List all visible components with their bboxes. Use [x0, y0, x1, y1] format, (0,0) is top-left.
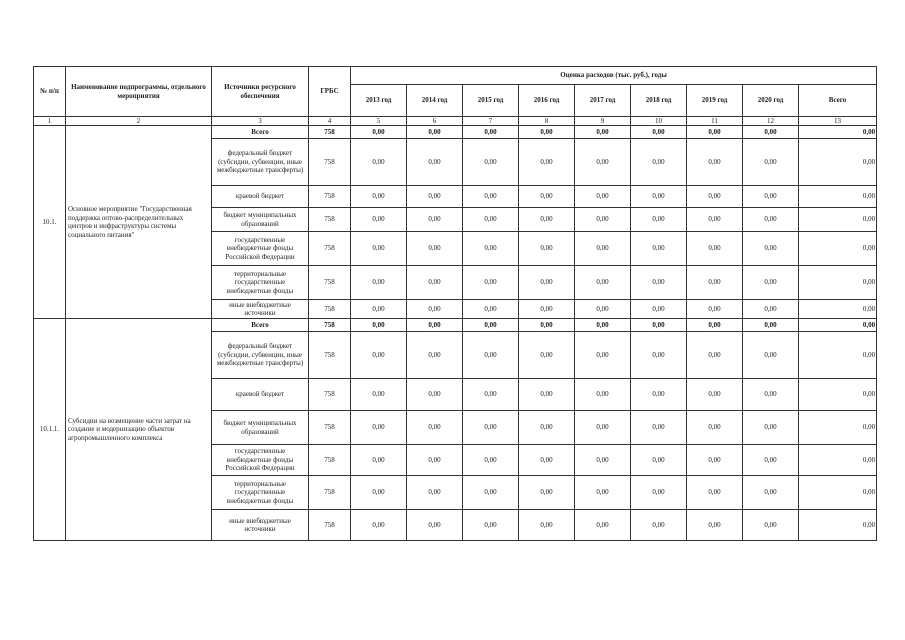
year-value: 0,00	[519, 476, 575, 510]
column-index: 13	[799, 117, 877, 126]
year-value: 0,00	[351, 411, 407, 445]
year-value: 0,00	[631, 232, 687, 266]
year-value: 0,00	[407, 319, 463, 332]
column-index: 7	[463, 117, 519, 126]
header-year: 2020 год	[743, 85, 799, 117]
year-value: 0,00	[351, 476, 407, 510]
year-value: 0,00	[687, 232, 743, 266]
funding-source: государственные внебюджетные фонды Российской Федерации	[212, 232, 309, 266]
total-value: 0,00	[799, 186, 877, 208]
year-value: 0,00	[463, 186, 519, 208]
year-value: 0,00	[687, 476, 743, 510]
year-value: 0,00	[631, 445, 687, 476]
table-row	[34, 126, 877, 139]
year-value: 0,00	[631, 379, 687, 411]
year-value: 0,00	[687, 300, 743, 319]
year-value: 0,00	[463, 266, 519, 300]
table-row	[34, 319, 877, 332]
year-value: 0,00	[407, 411, 463, 445]
year-value: 0,00	[575, 411, 631, 445]
grbs-code: 758	[309, 510, 351, 541]
column-index: 9	[575, 117, 631, 126]
expense-table-page	[33, 66, 876, 541]
column-index: 5	[351, 117, 407, 126]
column-index: 8	[519, 117, 575, 126]
year-value: 0,00	[407, 379, 463, 411]
total-value: 0,00	[799, 319, 877, 332]
total-value: 0,00	[799, 232, 877, 266]
year-value: 0,00	[351, 208, 407, 232]
funding-source: иные внебюджетные источники	[212, 300, 309, 319]
header-year: 2019 год	[687, 85, 743, 117]
year-value: 0,00	[351, 266, 407, 300]
year-value: 0,00	[463, 332, 519, 379]
year-value: 0,00	[631, 186, 687, 208]
column-index: 3	[212, 117, 309, 126]
funding-source: краевой бюджет	[212, 186, 309, 208]
year-value: 0,00	[631, 476, 687, 510]
year-value: 0,00	[743, 186, 799, 208]
year-value: 0,00	[575, 319, 631, 332]
funding-source: Всего	[212, 126, 309, 139]
funding-source: бюджет муниципальных образований	[212, 411, 309, 445]
header-year: 2017 год	[575, 85, 631, 117]
year-value: 0,00	[519, 266, 575, 300]
grbs-code: 758	[309, 266, 351, 300]
year-value: 0,00	[351, 319, 407, 332]
year-value: 0,00	[687, 208, 743, 232]
column-index: 11	[687, 117, 743, 126]
year-value: 0,00	[351, 139, 407, 186]
year-value: 0,00	[407, 266, 463, 300]
year-value: 0,00	[407, 232, 463, 266]
year-value: 0,00	[519, 232, 575, 266]
column-index: 4	[309, 117, 351, 126]
year-value: 0,00	[631, 510, 687, 541]
grbs-code: 758	[309, 319, 351, 332]
year-value: 0,00	[743, 476, 799, 510]
year-value: 0,00	[575, 266, 631, 300]
year-value: 0,00	[631, 126, 687, 139]
year-value: 0,00	[575, 445, 631, 476]
year-value: 0,00	[743, 319, 799, 332]
grbs-code: 758	[309, 186, 351, 208]
year-value: 0,00	[351, 232, 407, 266]
year-value: 0,00	[519, 332, 575, 379]
grbs-code: 758	[309, 379, 351, 411]
total-value: 0,00	[799, 266, 877, 300]
year-value: 0,00	[687, 126, 743, 139]
year-value: 0,00	[463, 445, 519, 476]
year-value: 0,00	[351, 332, 407, 379]
year-value: 0,00	[463, 379, 519, 411]
column-index: 1	[34, 117, 66, 126]
year-value: 0,00	[463, 510, 519, 541]
grbs-code: 758	[309, 139, 351, 186]
year-value: 0,00	[687, 139, 743, 186]
funding-source: государственные внебюджетные фонды Российской Федерации	[212, 445, 309, 476]
year-value: 0,00	[743, 379, 799, 411]
year-value: 0,00	[687, 445, 743, 476]
grbs-code: 758	[309, 300, 351, 319]
column-index: 6	[407, 117, 463, 126]
year-value: 0,00	[743, 411, 799, 445]
grbs-code: 758	[309, 476, 351, 510]
column-index: 10	[631, 117, 687, 126]
funding-source: территориальные государственные внебюджетные фонды	[212, 476, 309, 510]
year-value: 0,00	[575, 232, 631, 266]
section-number: 10.1.1.	[34, 319, 66, 541]
year-value: 0,00	[407, 186, 463, 208]
year-value: 0,00	[631, 411, 687, 445]
year-value: 0,00	[407, 510, 463, 541]
section-name: Субсидии на возмещение части затрат на создание и модернизацию объектов агропромышленного комплекса	[66, 319, 212, 541]
section-name: Основное мероприятие "Государственная поддержка оптово-распределительных центров и инфраструктуры системы социального питания"	[66, 126, 212, 319]
expense-table	[33, 66, 877, 541]
year-value: 0,00	[463, 139, 519, 186]
year-value: 0,00	[575, 186, 631, 208]
year-value: 0,00	[519, 139, 575, 186]
funding-source: иные внебюджетные источники	[212, 510, 309, 541]
year-value: 0,00	[519, 510, 575, 541]
year-value: 0,00	[687, 379, 743, 411]
total-value: 0,00	[799, 510, 877, 541]
header-year: 2015 год	[463, 85, 519, 117]
year-value: 0,00	[463, 232, 519, 266]
year-value: 0,00	[743, 139, 799, 186]
grbs-code: 758	[309, 232, 351, 266]
year-value: 0,00	[463, 411, 519, 445]
year-value: 0,00	[407, 476, 463, 510]
total-value: 0,00	[799, 445, 877, 476]
year-value: 0,00	[631, 266, 687, 300]
total-value: 0,00	[799, 411, 877, 445]
year-value: 0,00	[631, 139, 687, 186]
year-value: 0,00	[519, 300, 575, 319]
column-index: 2	[66, 117, 212, 126]
year-value: 0,00	[687, 186, 743, 208]
year-value: 0,00	[407, 208, 463, 232]
year-value: 0,00	[407, 300, 463, 319]
year-value: 0,00	[519, 186, 575, 208]
grbs-code: 758	[309, 208, 351, 232]
section-number: 10.1.	[34, 126, 66, 319]
year-value: 0,00	[463, 319, 519, 332]
grbs-code: 758	[309, 411, 351, 445]
year-value: 0,00	[407, 126, 463, 139]
year-value: 0,00	[631, 300, 687, 319]
total-value: 0,00	[799, 379, 877, 411]
funding-source: территориальные государственные внебюджетные фонды	[212, 266, 309, 300]
year-value: 0,00	[575, 476, 631, 510]
year-value: 0,00	[743, 510, 799, 541]
year-value: 0,00	[743, 445, 799, 476]
year-value: 0,00	[687, 319, 743, 332]
header-year: 2016 год	[519, 85, 575, 117]
total-value: 0,00	[799, 332, 877, 379]
year-value: 0,00	[687, 266, 743, 300]
grbs-code: 758	[309, 332, 351, 379]
year-value: 0,00	[351, 126, 407, 139]
header-expense-group: Оценка расходов (тыс. руб.), годы	[351, 67, 877, 85]
year-value: 0,00	[743, 332, 799, 379]
year-value: 0,00	[351, 186, 407, 208]
year-value: 0,00	[743, 208, 799, 232]
total-value: 0,00	[799, 300, 877, 319]
total-value: 0,00	[799, 126, 877, 139]
year-value: 0,00	[407, 139, 463, 186]
grbs-code: 758	[309, 445, 351, 476]
year-value: 0,00	[519, 411, 575, 445]
year-value: 0,00	[463, 300, 519, 319]
funding-source: Всего	[212, 319, 309, 332]
year-value: 0,00	[743, 126, 799, 139]
year-value: 0,00	[575, 300, 631, 319]
year-value: 0,00	[687, 332, 743, 379]
year-value: 0,00	[575, 126, 631, 139]
header-year: 2013 год	[351, 85, 407, 117]
year-value: 0,00	[687, 510, 743, 541]
header-year: 2014 год	[407, 85, 463, 117]
year-value: 0,00	[743, 266, 799, 300]
year-value: 0,00	[407, 445, 463, 476]
year-value: 0,00	[351, 379, 407, 411]
year-value: 0,00	[519, 319, 575, 332]
header-name: Наименование подпрограммы, отдельного мероприятия	[66, 67, 212, 117]
funding-source: бюджет муниципальных образований	[212, 208, 309, 232]
year-value: 0,00	[631, 319, 687, 332]
year-value: 0,00	[575, 510, 631, 541]
year-value: 0,00	[351, 300, 407, 319]
total-value: 0,00	[799, 476, 877, 510]
year-value: 0,00	[519, 445, 575, 476]
year-value: 0,00	[351, 445, 407, 476]
year-value: 0,00	[351, 510, 407, 541]
year-value: 0,00	[575, 379, 631, 411]
year-value: 0,00	[519, 126, 575, 139]
year-value: 0,00	[575, 208, 631, 232]
header-source: Источники ресурсного обеспечения	[212, 67, 309, 117]
year-value: 0,00	[463, 476, 519, 510]
year-value: 0,00	[519, 379, 575, 411]
funding-source: федеральный бюджет (субсидии, субвенции, иные межбюджетные трансферты)	[212, 332, 309, 379]
year-value: 0,00	[407, 332, 463, 379]
header-num: № п/п	[34, 67, 66, 117]
total-value: 0,00	[799, 139, 877, 186]
header-grbs: ГРБС	[309, 67, 351, 117]
total-value: 0,00	[799, 208, 877, 232]
year-value: 0,00	[519, 208, 575, 232]
header-year: Всего	[799, 85, 877, 117]
column-index: 12	[743, 117, 799, 126]
year-value: 0,00	[631, 332, 687, 379]
year-value: 0,00	[575, 332, 631, 379]
year-value: 0,00	[743, 232, 799, 266]
year-value: 0,00	[463, 126, 519, 139]
year-value: 0,00	[631, 208, 687, 232]
grbs-code: 758	[309, 126, 351, 139]
header-year: 2018 год	[631, 85, 687, 117]
year-value: 0,00	[463, 208, 519, 232]
year-value: 0,00	[687, 411, 743, 445]
year-value: 0,00	[575, 139, 631, 186]
funding-source: краевой бюджет	[212, 379, 309, 411]
funding-source: федеральный бюджет (субсидии, субвенции, иные межбюджетные трансферты)	[212, 139, 309, 186]
year-value: 0,00	[743, 300, 799, 319]
